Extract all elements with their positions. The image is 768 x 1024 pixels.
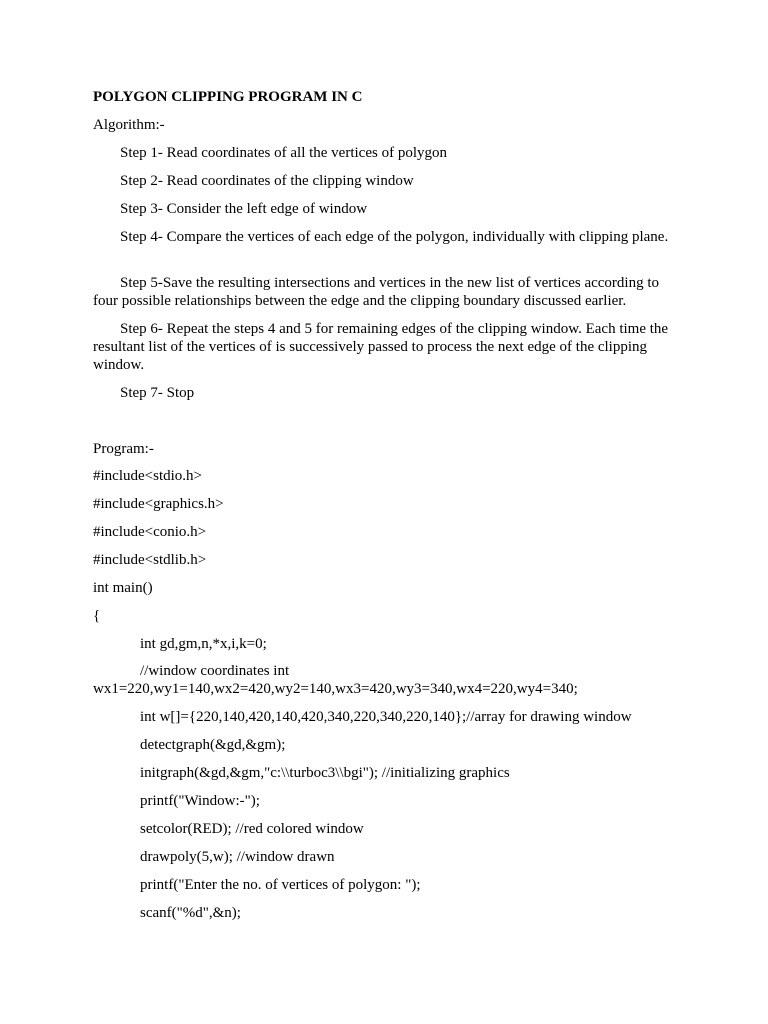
step-6: Step 6- Repeat the steps 4 and 5 for remaining edges of the clipping window. Each time the resultant list of the vertices of is successively passed to process the next edge of the clipping window. — [93, 321, 669, 373]
program-heading: Program:- — [93, 441, 154, 457]
algorithm-heading: Algorithm:- — [93, 117, 165, 133]
code-line-printf-vertices: printf("Enter the no. of vertices of polygon: "); — [140, 877, 421, 893]
code-line-main: int main() — [93, 580, 153, 596]
code-line-initgraph: initgraph(&gd,&gm,"c:\\turboc3\\bgi"); //initializing graphics — [140, 765, 510, 781]
code-line-drawpoly: drawpoly(5,w); //window drawn — [140, 849, 335, 865]
code-line-printf-window: printf("Window:-"); — [140, 793, 260, 809]
code-line-include-stdlib: #include<stdlib.h> — [93, 552, 207, 568]
code-line-setcolor: setcolor(RED); //red colored window — [140, 821, 364, 837]
code-line-window-array: int w[]={220,140,420,140,420,340,220,340,220,140};//array for drawing window — [140, 709, 632, 725]
step-3: Step 3- Consider the left edge of window — [120, 201, 368, 217]
document-title: POLYGON CLIPPING PROGRAM IN C — [93, 89, 363, 105]
code-line-include-conio: #include<conio.h> — [93, 524, 207, 540]
step-1: Step 1- Read coordinates of all the vertices of polygon — [120, 145, 447, 161]
code-line-scanf: scanf("%d",&n); — [140, 905, 241, 921]
step-5: Step 5-Save the resulting intersections and vertices in the new list of vertices according to four possible relationships between the edge and the clipping boundary discussed earlier. — [93, 275, 660, 309]
step-4: Step 4- Compare the vertices of each edge of the polygon, individually with clipping plane. — [120, 229, 669, 245]
code-line-declarations: int gd,gm,n,*x,i,k=0; — [140, 636, 267, 652]
step-7: Step 7- Stop — [120, 385, 195, 401]
code-line-open-brace: { — [93, 608, 101, 624]
code-line-include-stdio: #include<stdio.h> — [93, 468, 202, 484]
code-line-detectgraph: detectgraph(&gd,&gm); — [140, 737, 286, 753]
step-2: Step 2- Read coordinates of the clipping window — [120, 173, 414, 189]
code-line-include-graphics: #include<graphics.h> — [93, 496, 224, 512]
code-line-window-coordinates: //window coordinates int wx1=220,wy1=140,wx2=420,wy2=140,wx3=420,wy3=340,wx4=220,wy4=340; — [93, 663, 578, 697]
document-page — [93, 0, 678, 1024]
